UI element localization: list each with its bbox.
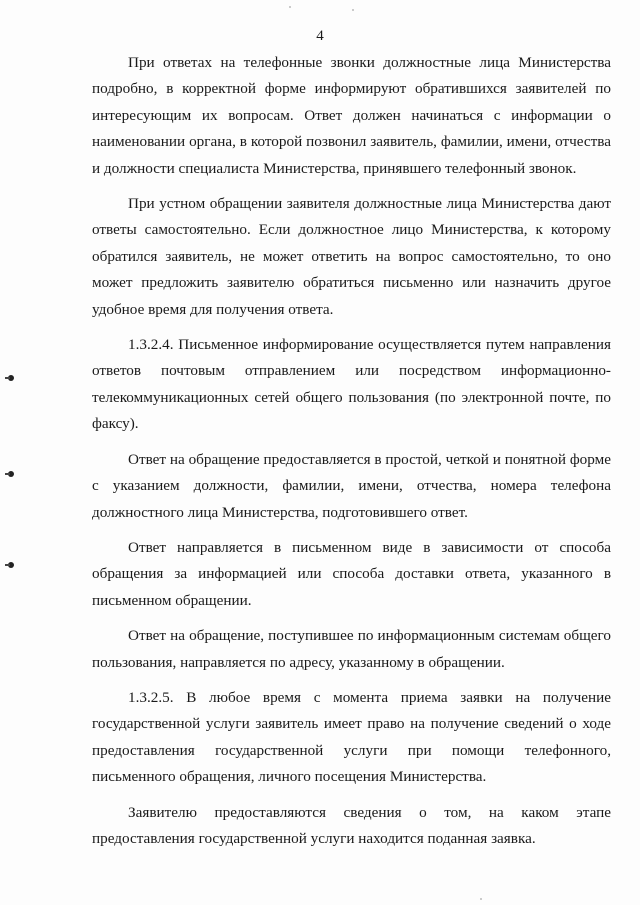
document-body [92, 50, 611, 861]
paragraph-answer-written: Ответ направляется в письменном виде в зависимости от способа обращения за информацией или способа доставки ответа, указанного в письменном обращении. [92, 538, 611, 609]
paragraph-status-request: 1.3.2.5. В любое время с момента приема заявки на получение государственной услуги заявитель имеет право на получение сведений о ходе предоставления государственной услуги при помощи телефонного, письменного обращения, личного посещения Министерства. [92, 688, 611, 786]
binder-hole-mark [8, 562, 14, 568]
binder-hole-mark [8, 471, 14, 477]
scan-speck [352, 9, 354, 11]
scan-speck [480, 898, 482, 900]
binder-hole-mark [8, 375, 14, 381]
paragraph-written-informing: 1.3.2.4. Письменное информирование осуществляется путем направления ответов почтовым отправлением или посредством информационно-телекоммуникационных сетей общего пользования (по электронной почте, по факсу). [92, 336, 611, 433]
paragraph-status-info: Заявителю предоставляются сведения о том, на каком этапе предоставления государственной услуги находится поданная заявка. [92, 803, 611, 847]
page-number: 4 [316, 28, 324, 44]
paragraph-oral-request: При устном обращении заявителя должностные лица Министерства дают ответы самостоятельно. Если должностное лицо Министерства, к которому обратился заявитель, не может ответить на вопрос самостоятельно, то оно может предложить заявителю обратиться письменно или назначить другое удобное время для получения ответа. [92, 195, 611, 318]
paragraph-answer-info-systems: Ответ на обращение, поступившее по информационным системам общего пользования, направляется по адресу, указанному в обращении. [92, 627, 611, 671]
scan-speck [289, 6, 291, 8]
paragraph-phone-calls: При ответах на телефонные звонки должностные лица Министерства подробно, в корректной форме информируют обратившихся заявителей по интересующим их вопросам. Ответ должен начинаться с информации о наименовании органа, в которой позвонил заявитель, фамилии, имени, отчества и должности специалиста Министерства, принявшего телефонный звонок. [92, 54, 611, 177]
paragraph-answer-form: Ответ на обращение предоставляется в простой, четкой и понятной форме с указанием должности, фамилии, имени, отчества, номера телефона должностного лица Министерства, подготовившего ответ. [92, 450, 611, 521]
